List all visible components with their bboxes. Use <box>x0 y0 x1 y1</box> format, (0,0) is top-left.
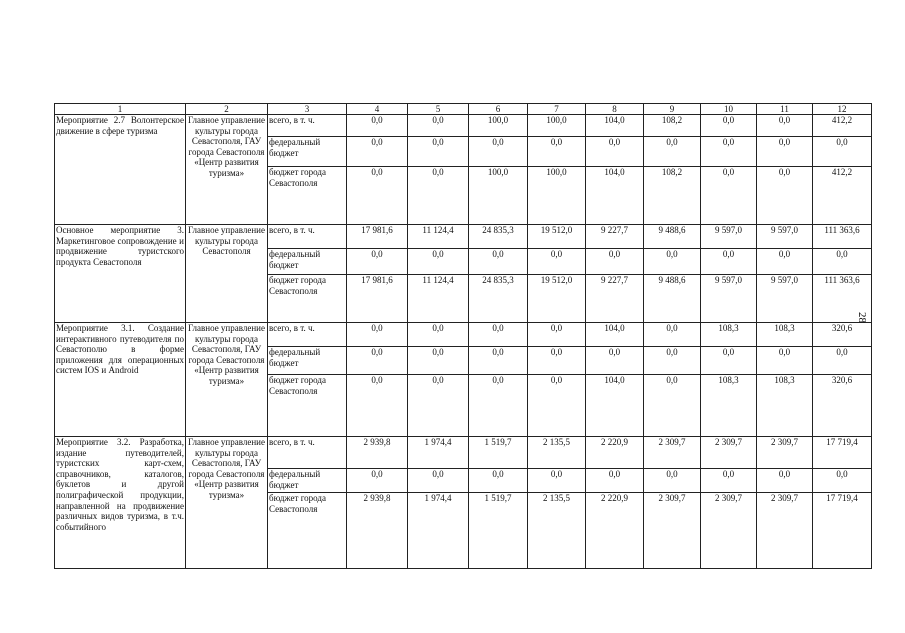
value-cell: 104,0 <box>586 115 644 137</box>
value-cell: 0,0 <box>469 375 528 437</box>
value-cell: 0,0 <box>469 469 528 493</box>
value-cell: 100,0 <box>528 115 586 137</box>
value-cell: 0,0 <box>469 137 528 167</box>
value-cell: 0,0 <box>701 469 757 493</box>
value-cell: 0,0 <box>644 375 701 437</box>
value-cell: 412,2 <box>813 167 872 225</box>
value-cell: 0,0 <box>644 323 701 347</box>
value-cell: 0,0 <box>347 469 408 493</box>
activity-name: Мероприятие 2.7 Волонтерское движение в сфере туризма <box>55 115 186 225</box>
header-cell: 3 <box>268 104 347 115</box>
value-cell: 0,0 <box>408 469 469 493</box>
value-cell: 2 309,7 <box>644 437 701 469</box>
funding-source: всего, в т. ч. <box>268 115 347 137</box>
value-cell: 0,0 <box>586 347 644 375</box>
header-cell: 11 <box>757 104 813 115</box>
value-cell: 412,2 <box>813 115 872 137</box>
value-cell: 9 488,6 <box>644 225 701 249</box>
value-cell: 320,6 <box>813 375 872 437</box>
value-cell: 2 309,7 <box>757 493 813 569</box>
value-cell: 2 135,5 <box>528 493 586 569</box>
value-cell: 0,0 <box>528 323 586 347</box>
funding-source: федеральный бюджет <box>268 137 347 167</box>
value-cell: 0,0 <box>408 137 469 167</box>
value-cell: 0,0 <box>528 375 586 437</box>
table-header <box>55 104 872 115</box>
value-cell: 0,0 <box>757 347 813 375</box>
responsible-org: Главное управление культуры города Севастополя, ГАУ города Севастополя «Центр развития туризма» <box>186 323 268 437</box>
value-cell: 2 309,7 <box>701 437 757 469</box>
value-cell: 24 835,3 <box>469 225 528 249</box>
value-cell: 0,0 <box>701 347 757 375</box>
value-cell: 2 939,8 <box>347 493 408 569</box>
value-cell: 9 227,7 <box>586 275 644 323</box>
value-cell: 0,0 <box>528 249 586 275</box>
responsible-org: Главное управление культуры города Севастополя, ГАУ города Севастополя «Центр развития туризма» <box>186 115 268 225</box>
value-cell: 0,0 <box>701 137 757 167</box>
value-cell: 0,0 <box>528 137 586 167</box>
funding-source: федеральный бюджет <box>268 249 347 275</box>
value-cell: 0,0 <box>347 375 408 437</box>
value-cell: 0,0 <box>347 115 408 137</box>
value-cell: 0,0 <box>469 249 528 275</box>
value-cell: 11 124,4 <box>408 225 469 249</box>
value-cell: 2 135,5 <box>528 437 586 469</box>
table-body <box>55 115 872 569</box>
value-cell: 320,6 <box>813 323 872 347</box>
value-cell: 19 512,0 <box>528 275 586 323</box>
value-cell: 17 981,6 <box>347 275 408 323</box>
table-row <box>55 115 872 137</box>
value-cell: 0,0 <box>813 249 872 275</box>
value-cell: 0,0 <box>757 167 813 225</box>
value-cell: 0,0 <box>586 469 644 493</box>
value-cell: 2 939,8 <box>347 437 408 469</box>
value-cell: 0,0 <box>347 323 408 347</box>
value-cell: 100,0 <box>469 167 528 225</box>
value-cell: 9 227,7 <box>586 225 644 249</box>
value-cell: 0,0 <box>469 347 528 375</box>
value-cell: 0,0 <box>644 249 701 275</box>
value-cell: 1 974,4 <box>408 437 469 469</box>
value-cell: 0,0 <box>408 167 469 225</box>
table-row <box>55 437 872 469</box>
value-cell: 9 597,0 <box>701 275 757 323</box>
value-cell: 9 597,0 <box>757 275 813 323</box>
value-cell: 0,0 <box>408 115 469 137</box>
value-cell: 0,0 <box>701 249 757 275</box>
funding-source: федеральный бюджет <box>268 469 347 493</box>
funding-source: всего, в т. ч. <box>268 323 347 347</box>
value-cell: 0,0 <box>813 347 872 375</box>
header-cell: 8 <box>586 104 644 115</box>
header-cell: 6 <box>469 104 528 115</box>
value-cell: 2 220,9 <box>586 437 644 469</box>
value-cell: 9 597,0 <box>701 225 757 249</box>
header-cell: 7 <box>528 104 586 115</box>
value-cell: 108,3 <box>701 375 757 437</box>
funding-source: бюджет города Севастополя <box>268 493 347 569</box>
value-cell: 0,0 <box>528 469 586 493</box>
header-row <box>55 104 872 115</box>
value-cell: 0,0 <box>757 115 813 137</box>
value-cell: 24 835,3 <box>469 275 528 323</box>
value-cell: 2 309,7 <box>701 493 757 569</box>
value-cell: 9 488,6 <box>644 275 701 323</box>
value-cell: 2 309,7 <box>757 437 813 469</box>
value-cell: 0,0 <box>347 249 408 275</box>
value-cell: 0,0 <box>586 137 644 167</box>
responsible-org: Главное управление культуры города Севастополя <box>186 225 268 323</box>
value-cell: 108,3 <box>701 323 757 347</box>
activity-name: Основное мероприятие 3. Маркетинговое сопровождение и продвижение туристского продукта Севастополя <box>55 225 186 323</box>
value-cell: 0,0 <box>757 137 813 167</box>
value-cell: 108,3 <box>757 323 813 347</box>
header-cell: 12 <box>813 104 872 115</box>
header-cell: 2 <box>186 104 268 115</box>
activity-name: Мероприятие 3.1. Создание интерактивного путеводителя по Севастополю в форме приложения для операционных систем IOS и Android <box>55 323 186 437</box>
value-cell: 108,2 <box>644 167 701 225</box>
value-cell: 104,0 <box>586 375 644 437</box>
budget-table <box>54 103 872 569</box>
value-cell: 11 124,4 <box>408 275 469 323</box>
value-cell: 17 719,4 <box>813 493 872 569</box>
value-cell: 0,0 <box>757 469 813 493</box>
value-cell: 2 220,9 <box>586 493 644 569</box>
value-cell: 0,0 <box>644 137 701 167</box>
value-cell: 19 512,0 <box>528 225 586 249</box>
value-cell: 0,0 <box>644 347 701 375</box>
value-cell: 0,0 <box>644 469 701 493</box>
funding-source: федеральный бюджет <box>268 347 347 375</box>
funding-source: всего, в т. ч. <box>268 225 347 249</box>
value-cell: 0,0 <box>528 347 586 375</box>
value-cell: 1 519,7 <box>469 437 528 469</box>
value-cell: 1 974,4 <box>408 493 469 569</box>
header-cell: 9 <box>644 104 701 115</box>
value-cell: 0,0 <box>347 347 408 375</box>
value-cell: 100,0 <box>528 167 586 225</box>
page-number: 28 <box>856 312 868 323</box>
header-cell: 5 <box>408 104 469 115</box>
value-cell: 108,2 <box>644 115 701 137</box>
value-cell: 0,0 <box>586 249 644 275</box>
value-cell: 0,0 <box>701 115 757 137</box>
value-cell: 17 719,4 <box>813 437 872 469</box>
value-cell: 0,0 <box>408 375 469 437</box>
value-cell: 0,0 <box>813 469 872 493</box>
value-cell: 108,3 <box>757 375 813 437</box>
value-cell: 0,0 <box>813 137 872 167</box>
value-cell: 0,0 <box>701 167 757 225</box>
value-cell: 0,0 <box>408 347 469 375</box>
value-cell: 0,0 <box>757 249 813 275</box>
value-cell: 2 309,7 <box>644 493 701 569</box>
activity-name: Мероприятие 3.2. Разработка, издание путеводителей, туристских карт-схем, справочников, каталогов, буклетов и другой полиграфической продукции, направленной на продвижение различных видов туризма, в т.ч. событийного <box>55 437 186 569</box>
value-cell: 111 363,6 <box>813 225 872 249</box>
value-cell: 111 363,6 <box>813 275 872 323</box>
value-cell: 0,0 <box>469 323 528 347</box>
value-cell: 0,0 <box>347 137 408 167</box>
value-cell: 0,0 <box>347 167 408 225</box>
funding-source: всего, в т. ч. <box>268 437 347 469</box>
funding-source: бюджет города Севастополя <box>268 275 347 323</box>
table-row <box>55 225 872 249</box>
table-row <box>55 323 872 347</box>
value-cell: 104,0 <box>586 323 644 347</box>
responsible-org: Главное управление культуры города Севастополя, ГАУ города Севастополя «Центр развития туризма» <box>186 437 268 569</box>
funding-source: бюджет города Севастополя <box>268 167 347 225</box>
value-cell: 0,0 <box>408 323 469 347</box>
value-cell: 17 981,6 <box>347 225 408 249</box>
value-cell: 9 597,0 <box>757 225 813 249</box>
value-cell: 104,0 <box>586 167 644 225</box>
value-cell: 100,0 <box>469 115 528 137</box>
value-cell: 1 519,7 <box>469 493 528 569</box>
header-cell: 4 <box>347 104 408 115</box>
funding-source: бюджет города Севастополя <box>268 375 347 437</box>
header-cell: 1 <box>55 104 186 115</box>
value-cell: 0,0 <box>408 249 469 275</box>
header-cell: 10 <box>701 104 757 115</box>
